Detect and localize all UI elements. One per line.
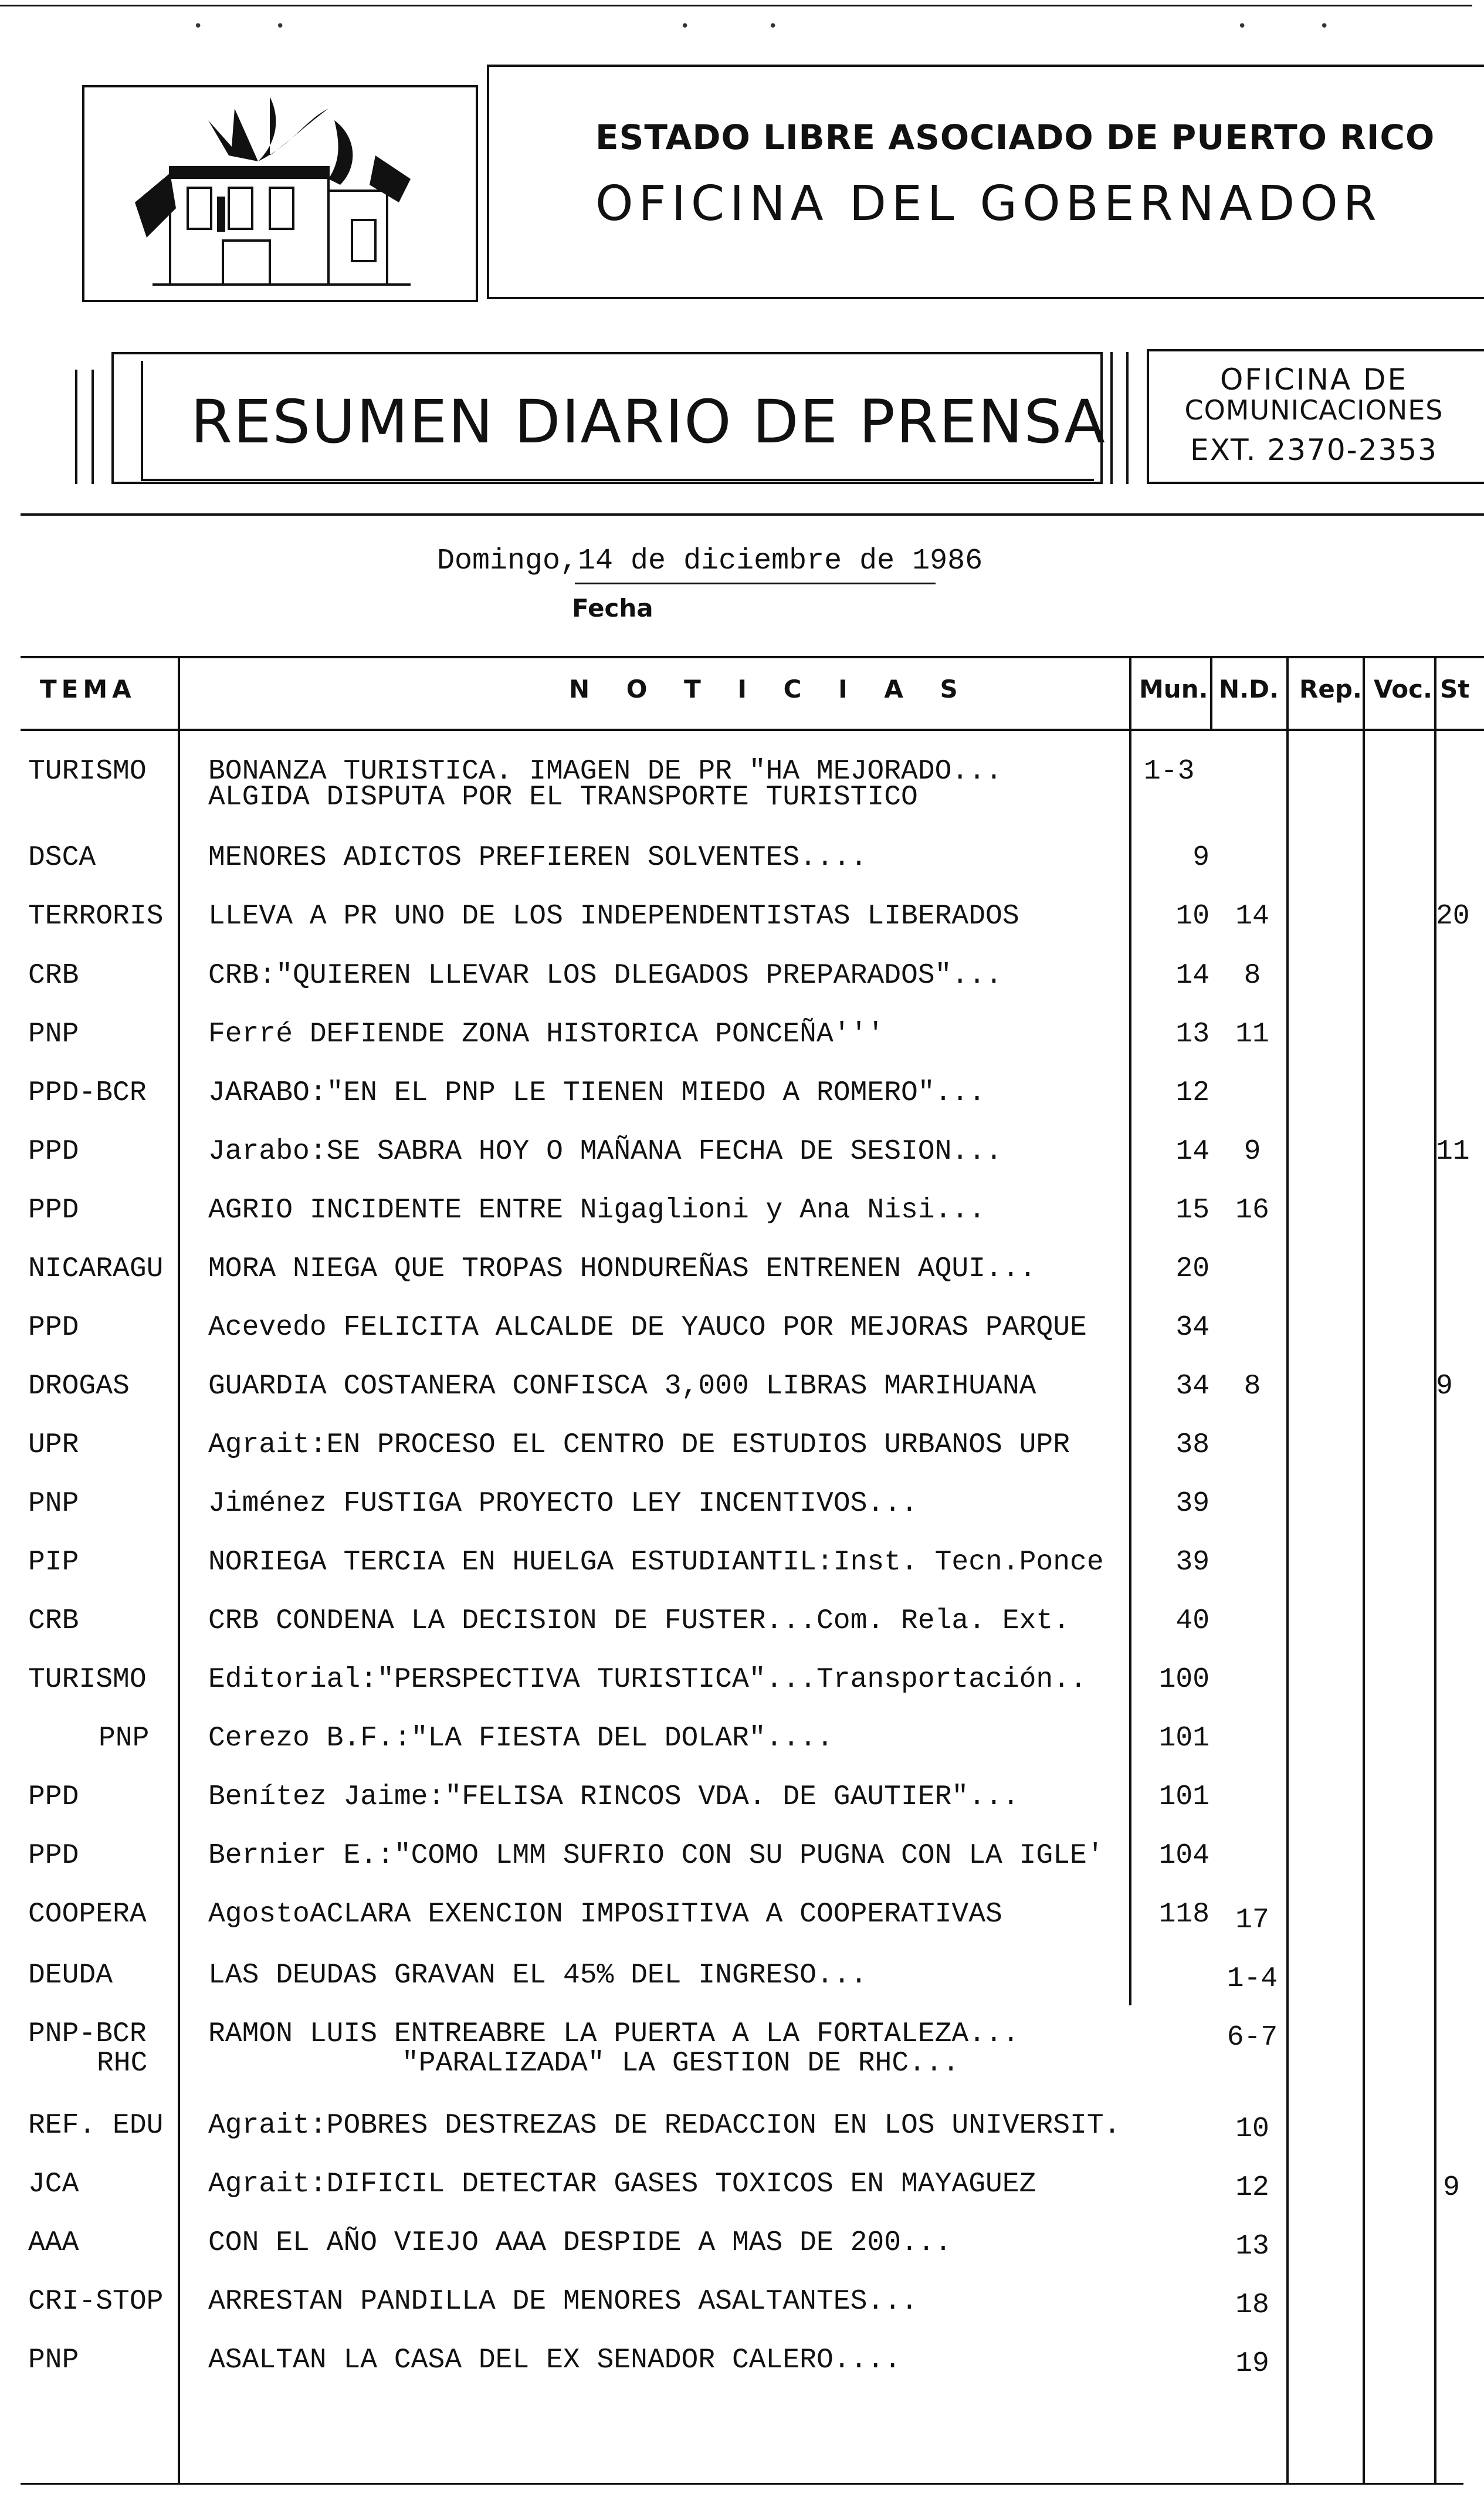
row-mun: 14 xyxy=(1175,960,1209,992)
header-tema: TEMA xyxy=(40,675,136,703)
row-mun: 9 xyxy=(1192,842,1209,874)
row-st: 11 xyxy=(1436,1136,1470,1168)
banner-bar-right-2 xyxy=(1126,352,1129,484)
row-noticia: ARRESTAN PANDILLA DE MENORES ASALTANTES... xyxy=(208,2286,918,2317)
row-noticia: AGRIO INCIDENTE ENTRE Nigaglioni y Ana Nisi... xyxy=(208,1195,986,1226)
row-tema: TURISMO xyxy=(28,1664,147,1696)
row-mun: 14 xyxy=(1175,1136,1209,1168)
row-nd: 6-7 xyxy=(1226,2022,1278,2053)
row-noticia: MENORES ADICTOS PREFIEREN SOLVENTES.... xyxy=(208,842,868,874)
row-tema: PPD xyxy=(28,1840,79,1872)
header-mun: Mun. xyxy=(1139,675,1208,703)
row-mun: 15 xyxy=(1175,1195,1209,1226)
row-noticia: Agrait:POBRES DESTREZAS DE REDACCION EN LOS UNIVERSIT. xyxy=(208,2110,1121,2141)
row-nd: 8 xyxy=(1244,1371,1261,1402)
header-nd: N.D. xyxy=(1219,675,1279,703)
row-mun: 34 xyxy=(1175,1312,1209,1344)
row-nd: 9 xyxy=(1244,1136,1261,1168)
row-noticia: Acevedo FELICITA ALCALDE DE YAUCO POR MEJORAS PARQUE xyxy=(208,1312,1087,1344)
row-tema: DEUDA xyxy=(28,1960,113,1991)
row-noticia: Agrait:EN PROCESO EL CENTRO DE ESTUDIOS URBANOS UPR xyxy=(208,1429,1070,1461)
col-divider-rep xyxy=(1363,656,1365,2484)
date-value: Domingo,14 de diciembre de 1986 xyxy=(437,544,983,578)
row-tema: DROGAS xyxy=(28,1371,130,1402)
row-tema: CRB xyxy=(28,1605,79,1637)
row-tema: TURISMO xyxy=(28,756,147,787)
row-noticia: GUARDIA COSTANERA CONFISCA 3,000 LIBRAS MARIHUANA xyxy=(208,1371,1036,1402)
row-tema: TERRORIS xyxy=(28,901,164,932)
row-nd: 14 xyxy=(1235,901,1269,932)
row-tema: PNP xyxy=(28,1019,79,1050)
office-extension: EXT. 2370-2353 xyxy=(1190,433,1438,467)
row-noticia: JARABO:"EN EL PNP LE TIENEN MIEDO A ROMERO"... xyxy=(208,1077,986,1109)
row-tema: AAA xyxy=(28,2227,79,2259)
row-tema: PNP xyxy=(28,2344,79,2376)
row-mun: 104 xyxy=(1158,1840,1209,1872)
row-nd: 8 xyxy=(1244,960,1261,992)
banner-bar-left-1 xyxy=(75,370,77,484)
banner-title: RESUMEN DIARIO DE PRENSA xyxy=(191,387,1106,457)
row-mun: 100 xyxy=(1158,1664,1209,1696)
row-nd: 10 xyxy=(1235,2113,1269,2145)
header-agency: ESTADO LIBRE ASOCIADO DE PUERTO RICO xyxy=(595,117,1435,157)
row-noticia: BONANZA TURISTICA. IMAGEN DE PR "HA MEJORADO... xyxy=(208,756,1002,787)
row-tema: PNP-BCR xyxy=(28,2018,147,2050)
row-mun: 39 xyxy=(1175,1547,1209,1578)
row-nd: 16 xyxy=(1235,1195,1269,1226)
row-tema: DSCA xyxy=(28,842,96,874)
row-mun: 40 xyxy=(1175,1605,1209,1637)
row-mun: 12 xyxy=(1175,1077,1209,1109)
row-noticia-line2: "PARALIZADA" LA GESTION DE RHC... xyxy=(402,2048,960,2079)
table-top-rule xyxy=(21,656,1484,658)
row-noticia: Jarabo:SE SABRA HOY O MAÑANA FECHA DE SESION... xyxy=(208,1136,1002,1168)
row-noticia: CON EL AÑO VIEJO AAA DESPIDE A MAS DE 200... xyxy=(208,2227,952,2259)
fortaleza-logo-icon xyxy=(82,85,475,299)
row-nd: 11 xyxy=(1235,1019,1269,1050)
row-nd: 17 xyxy=(1235,1904,1269,1936)
banner-bar-left-2 xyxy=(92,370,94,484)
table-header-rule xyxy=(21,729,1484,731)
row-tema: UPR xyxy=(28,1429,79,1461)
row-tema: PPD-BCR xyxy=(28,1077,147,1109)
row-nd: 18 xyxy=(1235,2289,1269,2321)
row-tema: NICARAGU xyxy=(28,1253,164,1285)
row-mun: 34 xyxy=(1175,1371,1209,1402)
banner-bottom-rule xyxy=(21,513,1484,516)
row-noticia: NORIEGA TERCIA EN HUELGA ESTUDIANTIL:Inst. Tecn.Ponce xyxy=(208,1547,1104,1578)
row-noticia: LAS DEUDAS GRAVAN EL 45% DEL INGRESO... xyxy=(208,1960,868,1991)
row-tema: PPD xyxy=(28,1136,79,1168)
row-noticia: CRB CONDENA LA DECISION DE FUSTER...Com. Rela. Ext. xyxy=(208,1605,1070,1637)
row-mun: 38 xyxy=(1175,1429,1209,1461)
row-mun: 20 xyxy=(1175,1253,1209,1285)
row-mun: 13 xyxy=(1175,1019,1209,1050)
row-nd: 1-4 xyxy=(1226,1963,1278,1995)
row-noticia: AgostoACLARA EXENCION IMPOSITIVA A COOPERATIVAS xyxy=(208,1899,1002,1930)
row-noticia: LLEVA A PR UNO DE LOS INDEPENDENTISTAS LIBERADOS xyxy=(208,901,1019,932)
top-rule xyxy=(0,5,1472,6)
row-mun: 39 xyxy=(1175,1488,1209,1520)
header-voc: Voc. xyxy=(1374,675,1432,703)
row-noticia-line2: ALGIDA DISPUTA POR EL TRANSPORTE TURISTICO xyxy=(208,781,918,813)
col-divider-tema xyxy=(178,656,180,2484)
row-noticia: MORA NIEGA QUE TROPAS HONDUREÑAS ENTRENEN AQUI... xyxy=(208,1253,1036,1285)
office-line1: OFICINA DE xyxy=(1219,363,1408,397)
date-label: Fecha xyxy=(572,594,653,622)
row-noticia: CRB:"QUIEREN LLEVAR LOS DLEGADOS PREPARADOS"... xyxy=(208,960,1002,992)
table-bottom-rule xyxy=(21,2483,1463,2485)
row-noticia: Jiménez FUSTIGA PROYECTO LEY INCENTIVOS... xyxy=(208,1488,918,1520)
row-nd: 19 xyxy=(1235,2348,1269,2380)
row-tema: PIP xyxy=(28,1547,79,1578)
row-noticia: RAMON LUIS ENTREABRE LA PUERTA A LA FORTALEZA... xyxy=(208,2018,1019,2050)
row-mun: 101 xyxy=(1158,1723,1209,1754)
row-tema: PNP xyxy=(99,1723,150,1754)
col-divider-mun xyxy=(1210,656,1212,729)
row-noticia: Bernier E.:"COMO LMM SUFRIO CON SU PUGNA CON LA IGLE' xyxy=(208,1840,1104,1872)
header-noticias: N O T I C I A S xyxy=(569,675,972,703)
banner-bar-right-1 xyxy=(1110,352,1113,484)
row-noticia: Editorial:"PERSPECTIVA TURISTICA"...Transportación.. xyxy=(208,1664,1087,1696)
row-tema: JCA xyxy=(28,2168,79,2200)
row-tema-line2: RHC xyxy=(97,2048,148,2079)
row-tema: REF. EDU xyxy=(28,2110,164,2141)
row-mun: 118 xyxy=(1158,1899,1209,1930)
row-noticia: Ferré DEFIENDE ZONA HISTORICA PONCEÑA''' xyxy=(208,1019,885,1050)
row-mun: 101 xyxy=(1158,1781,1209,1813)
row-tema: CRI-STOP xyxy=(28,2286,164,2317)
header-rep: Rep. xyxy=(1299,675,1362,703)
header-st: St xyxy=(1440,675,1470,703)
row-st: 20 xyxy=(1436,901,1470,932)
row-tema: PPD xyxy=(28,1195,79,1226)
date-underline xyxy=(575,583,936,584)
row-tema: PPD xyxy=(28,1312,79,1344)
row-nd: 12 xyxy=(1235,2172,1269,2204)
row-noticia: Benítez Jaime:"FELISA RINCOS VDA. DE GAUTIER"... xyxy=(208,1781,1019,1813)
row-noticia: Agrait:DIFICIL DETECTAR GASES TOXICOS EN MAYAGUEZ xyxy=(208,2168,1036,2200)
row-noticia: ASALTAN LA CASA DEL EX SENADOR CALERO.... xyxy=(208,2344,901,2376)
row-noticia: Cerezo B.F.:"LA FIESTA DEL DOLAR".... xyxy=(208,1723,834,1754)
row-st: 9 xyxy=(1436,1371,1453,1402)
row-mun: 10 xyxy=(1175,901,1209,932)
col-divider-noticias xyxy=(1129,656,1131,2005)
header-office: OFICINA DEL GOBERNADOR xyxy=(595,176,1382,232)
row-tema: COOPERA xyxy=(28,1899,147,1930)
row-mun: 1-3 xyxy=(1144,756,1195,787)
row-tema: PNP xyxy=(28,1488,79,1520)
row-tema: PPD xyxy=(28,1781,79,1813)
row-tema: CRB xyxy=(28,960,79,992)
row-nd: 13 xyxy=(1235,2231,1269,2262)
top-dots: • • • • • • xyxy=(194,18,1329,35)
office-line2: COMUNICACIONES xyxy=(1184,394,1444,426)
row-st: 9 xyxy=(1443,2172,1460,2204)
